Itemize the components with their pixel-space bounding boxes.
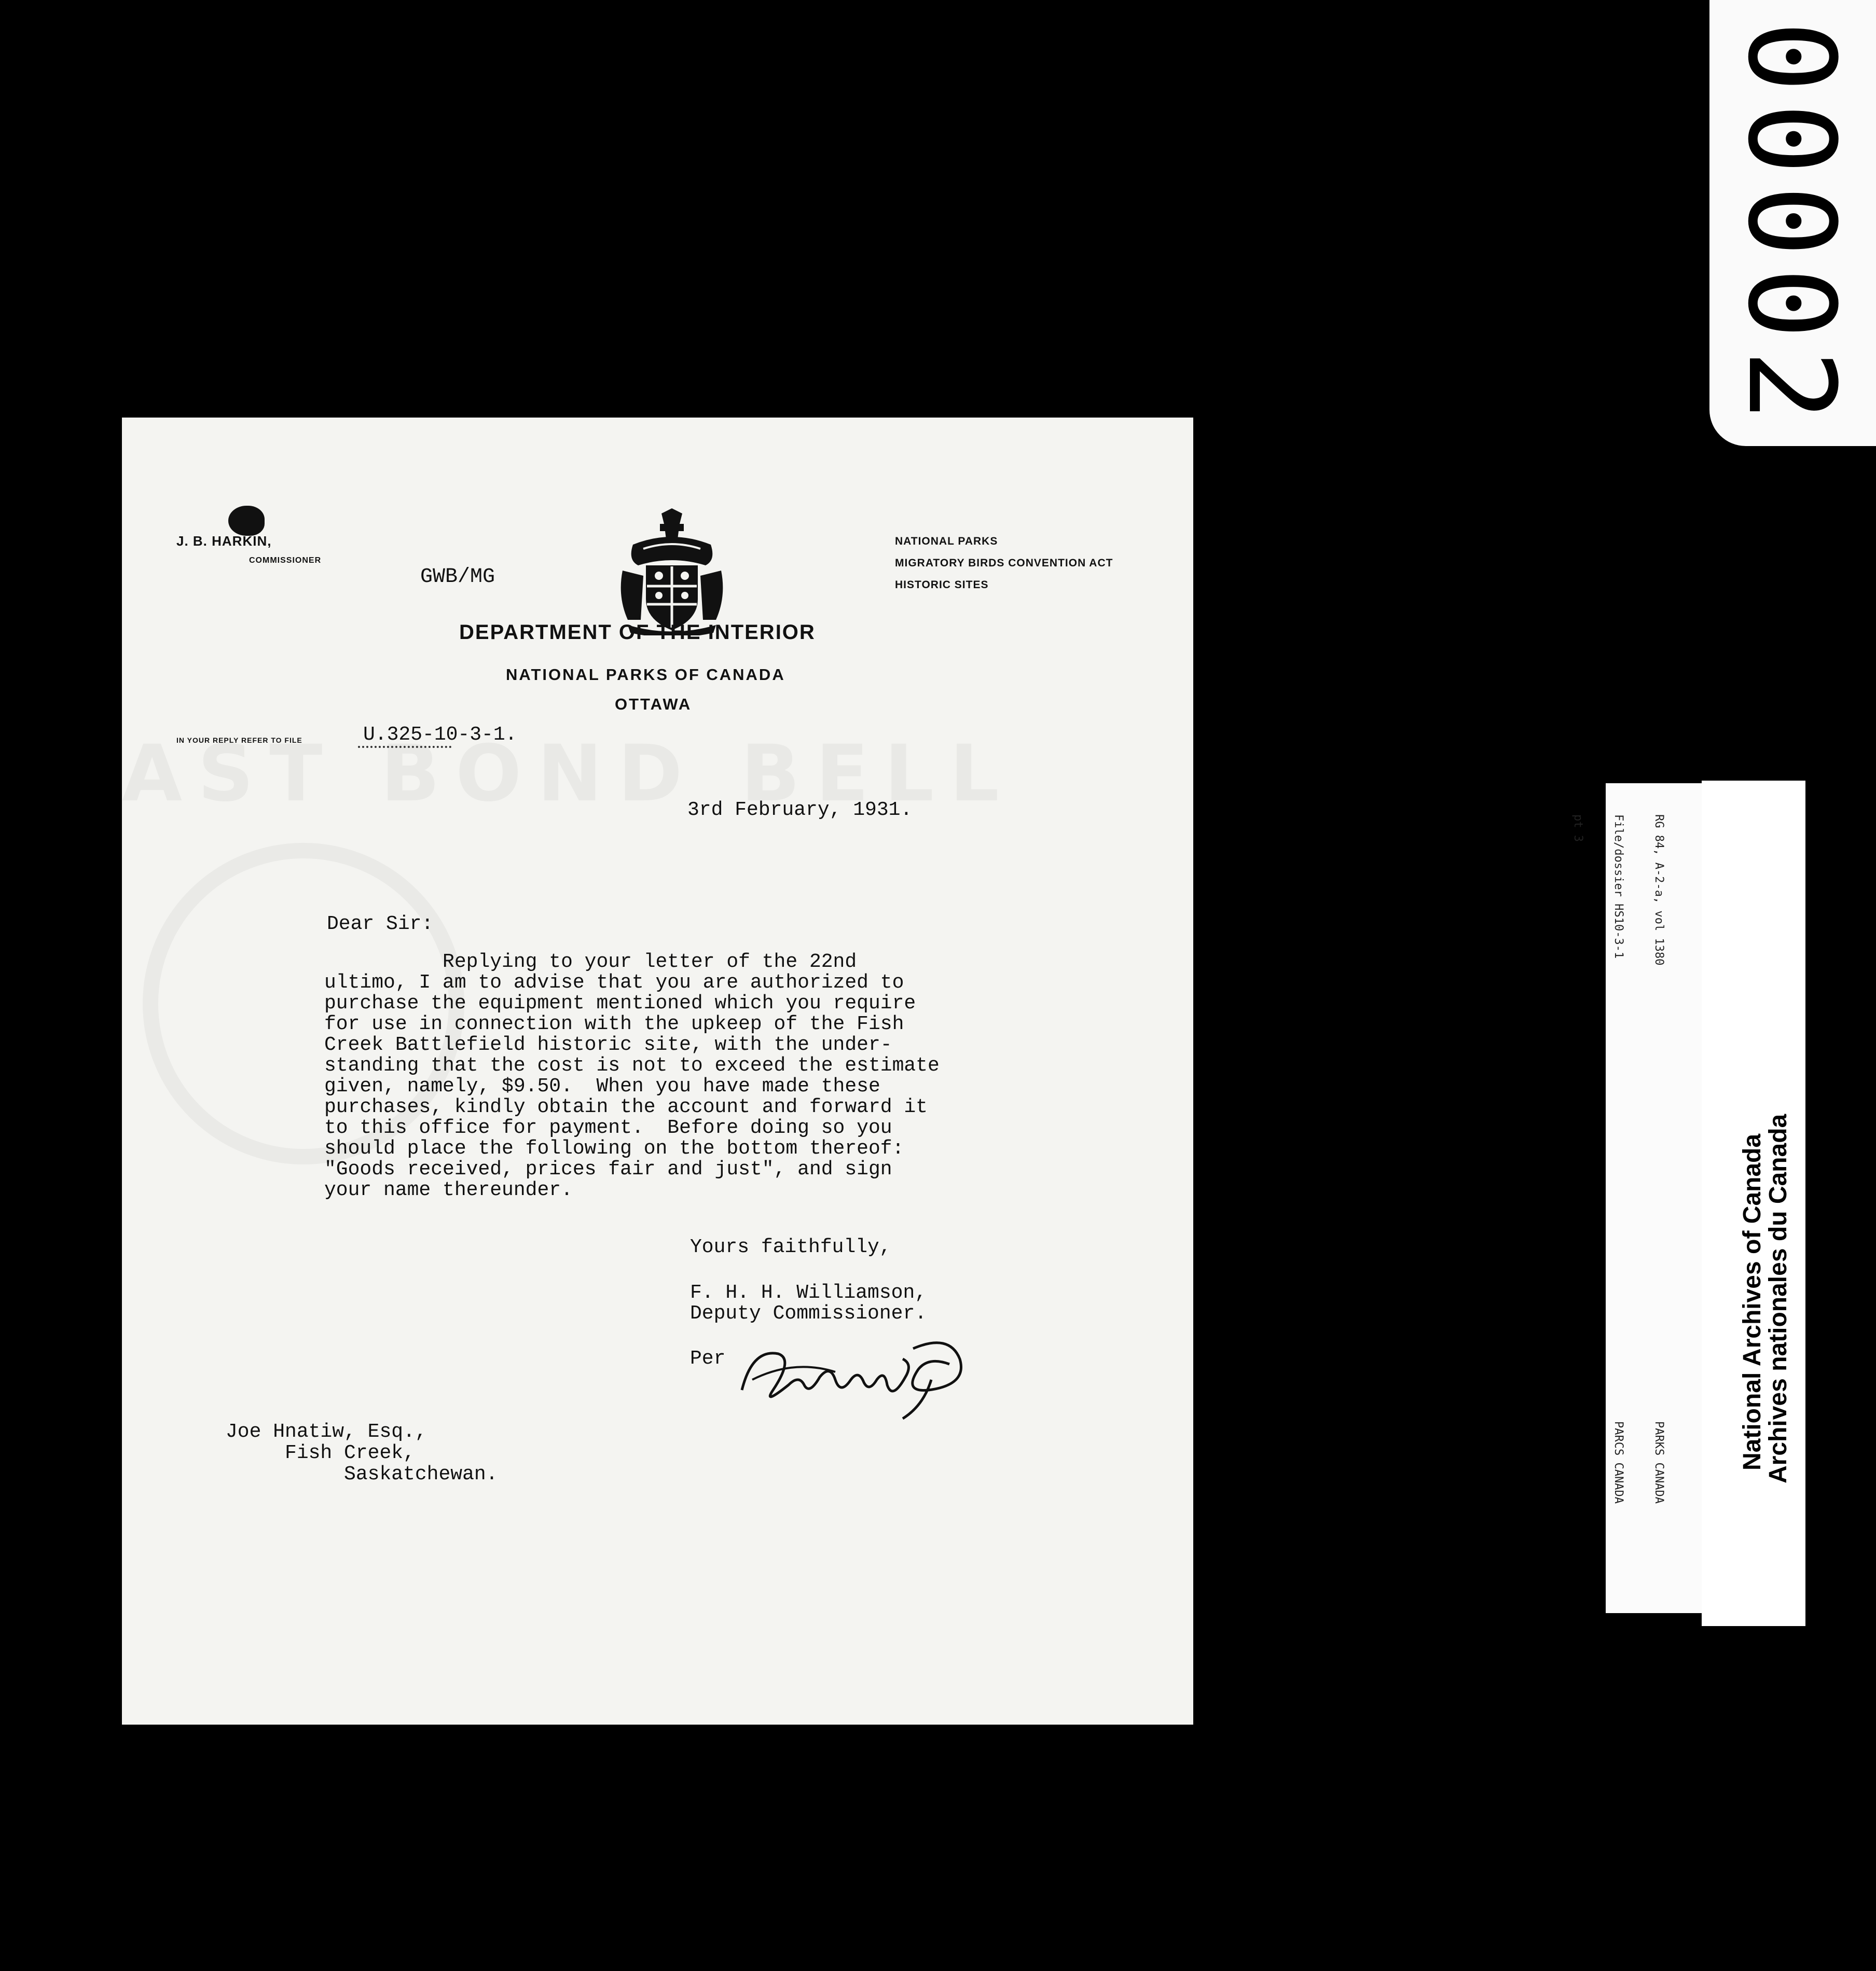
closing-phrase: Yours faithfully, (690, 1236, 891, 1258)
national-archives-label (1702, 781, 1805, 1626)
ink-blot (228, 506, 265, 536)
archival-reference-label (1571, 783, 1702, 1613)
body-line: to this office for payment. Before doing so you (324, 1117, 892, 1139)
address-line: Joe Hnatiw, Esq., (226, 1421, 427, 1443)
institution-name-fr: Archives nationales du Canada (1764, 1114, 1792, 1483)
reference-block (1544, 814, 1692, 965)
branch-list (895, 531, 1113, 596)
recipient-address (226, 1421, 498, 1485)
typist-initials: GWB/MG (420, 565, 495, 589)
reply-file-number: U.325-10-3-1. (363, 724, 517, 746)
body-line: purchase the equipment mentioned which you require (324, 992, 916, 1015)
branch-historic-sites: HISTORIC SITES (895, 579, 989, 591)
body-line: Replying to your letter of the 22nd (324, 951, 857, 973)
department-title: DEPARTMENT OF THE INTERIOR (459, 621, 816, 644)
branch-national-parks: NATIONAL PARKS (895, 535, 998, 547)
agency-block (1584, 1421, 1692, 1504)
institution-name-en: National Archives of Canada (1739, 1133, 1766, 1470)
signatory-name: F. H. H. Williamson, (690, 1282, 927, 1304)
body-line: Creek Battlefield historic site, with the under- (324, 1034, 892, 1056)
letter-date: 3rd February, 1931. (687, 799, 913, 821)
reply-dotted-line (358, 746, 451, 748)
reply-reference-label: IN YOUR REPLY REFER TO FILE (176, 736, 302, 744)
handwritten-signature (732, 1328, 975, 1421)
body-line: "Goods received, prices fair and just", and sign (324, 1158, 892, 1181)
body-line: ultimo, I am to advise that you are authorized to (324, 971, 904, 994)
department-city: OTTAWA (615, 695, 692, 713)
letter-body (324, 952, 940, 1201)
body-line: standing that the cost is not to exceed the estimate (324, 1054, 940, 1077)
commissioner-title: COMMISSIONER (249, 556, 322, 565)
letter-sheet (122, 418, 1193, 1725)
reference-line: RG 84, A-2-a, vol 1380 (1652, 814, 1665, 966)
department-subdivision: NATIONAL PARKS OF CANADA (506, 665, 785, 684)
agency-line: PARCS CANADA (1612, 1421, 1625, 1504)
branch-migratory-birds: MIGRATORY BIRDS CONVENTION ACT (895, 557, 1113, 569)
body-line: purchases, kindly obtain the account and forward it (324, 1096, 928, 1118)
per-label: Per (690, 1348, 726, 1370)
salutation: Dear Sir: (327, 913, 434, 935)
address-line: Fish Creek, (226, 1442, 415, 1464)
closing-block (690, 1237, 927, 1324)
coat-of-arms-icon (612, 508, 732, 635)
body-line: your name thereunder. (324, 1179, 573, 1201)
body-line: given, namely, $9.50. When you have made these (324, 1075, 880, 1098)
reference-line: File/dossier HS10-3-1 (1612, 814, 1625, 959)
agency-line: PARKS CANADA (1652, 1421, 1665, 1504)
signatory-title: Deputy Commissioner. (690, 1302, 927, 1325)
commissioner-name: J. B. HARKIN, (176, 533, 272, 549)
address-line: Saskatchewan. (226, 1463, 498, 1486)
body-line: should place the following on the bottom thereof: (324, 1137, 904, 1160)
body-line: for use in connection with the upkeep of the Fish (324, 1013, 904, 1035)
reference-line: pt 3 (1571, 814, 1584, 842)
